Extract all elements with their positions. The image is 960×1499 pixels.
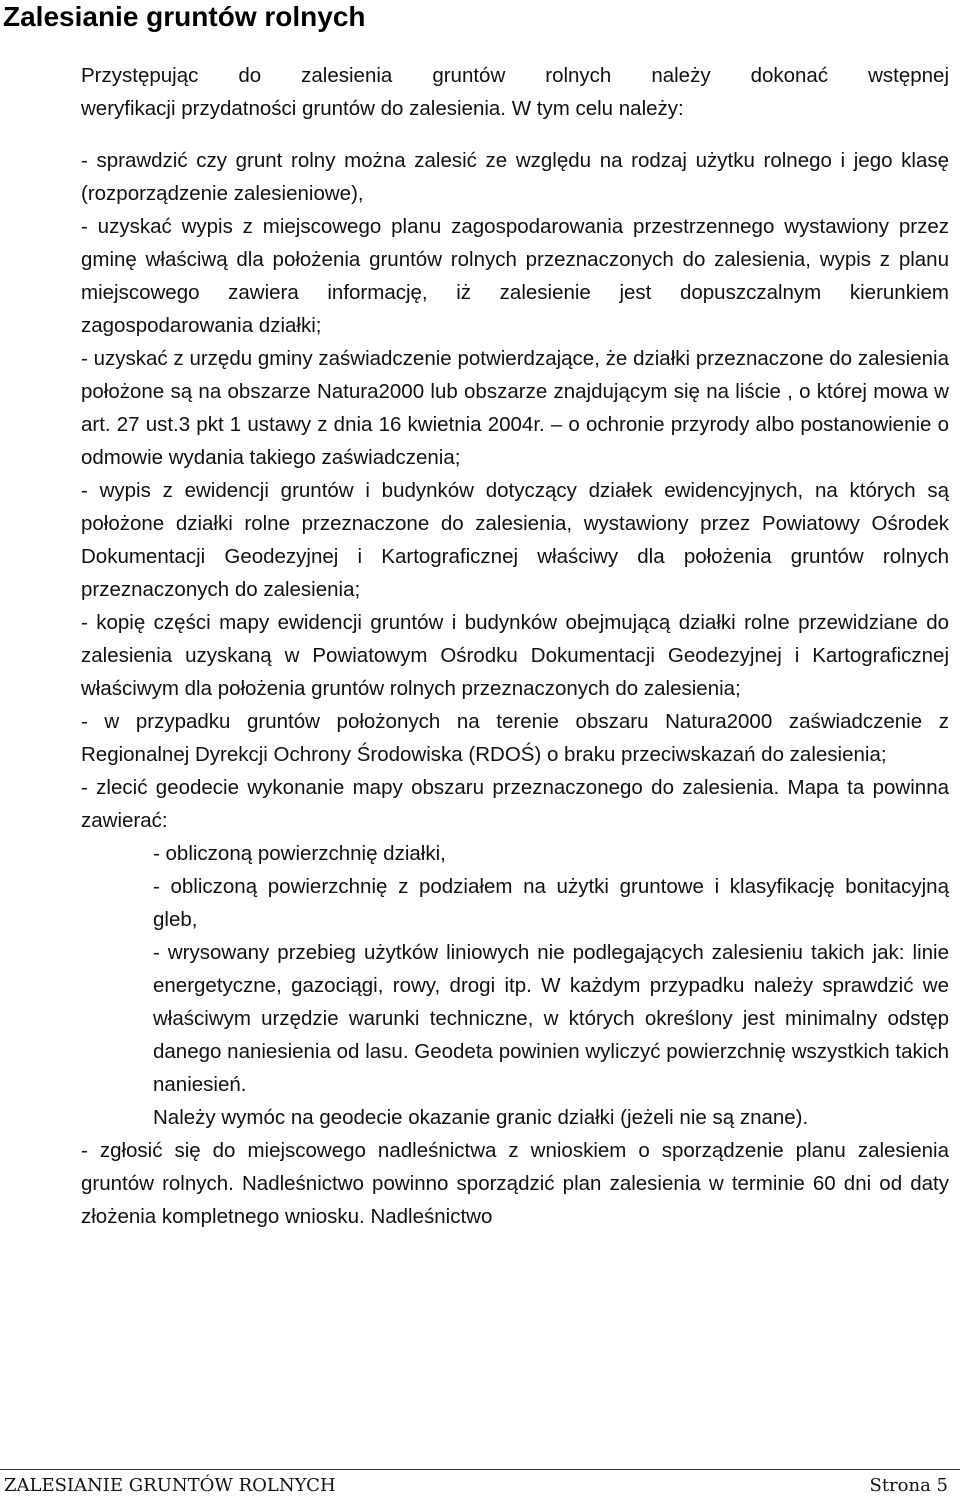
list-item-check-land: - sprawdzić czy grunt rolny można zalesić ze względu na rodzaj użytku rolnego i jego klasę (rozporządzenie zalesieniowe), (81, 149, 949, 205)
intro-line-1: Przystępując do zalesienia gruntów rolnych należy dokonać wstępnej (81, 64, 949, 87)
sub-item-area: - obliczoną powierzchnię działki, (153, 842, 446, 865)
sub-item-area-classification: - obliczoną powierzchnię z podziałem na użytki gruntowe i klasyfikację bonitacyjną gleb, (153, 875, 949, 931)
list-item-map-copy: - kopię części mapy ewidencji gruntów i budynków obejmującą działki rolne przewidziane do zalesienia uzyskaną w Powiatowym Ośrodku Dokumentacji Geodezyjnej i Kartograficznej właściwym dla położenia gruntów rolnych przeznaczonych do zalesienia; (81, 611, 949, 700)
sub-item-boundaries-note: Należy wymóc na geodecie okazanie granic działki (jeżeli nie są znane). (153, 1106, 809, 1129)
list-item-surveyor-map: - zlecić geodecie wykonanie mapy obszaru przeznaczonego do zalesienia. Mapa ta powinna zawierać: (81, 776, 949, 832)
footer-divider (0, 1469, 960, 1470)
list-item-forestry-office: - zgłosić się do miejscowego nadleśnictwa z wnioskiem o sporządzenie planu zalesienia gruntów rolnych. Nadleśnictwo powinno sporządzić plan zalesienia w terminie 60 dni od daty złożenia kompletnego wniosku. Nadleśnictwo (81, 1139, 949, 1228)
list-item-land-register-extract: - wypis z ewidencji gruntów i budynków dotyczący działek ewidencyjnych, na których są położone działki rolne przeznaczone do zalesienia, wystawiony przez Powiatowy Ośrodek Dokumentacji Geodezyjnej i Kartograficznej właściwy dla położenia gruntów rolnych przeznaczonych do zalesienia; (81, 479, 949, 601)
intro-line-2: weryfikacji przydatności gruntów do zalesienia. W tym celu należy: (81, 97, 684, 120)
list-item-zoning-extract: - uzyskać wypis z miejscowego planu zagospodarowania przestrzennego wystawiony przez gminę właściwą dla położenia gruntów rolnych przeznaczonych do zalesienia, wypis z planu miejscowego zawiera informację, iż zalesienie jest dopuszczalnym kierunkiem zagospodarowania działki; (81, 215, 949, 337)
footer-title: ZALESIANIE GRUNTÓW ROLNYCH (4, 1475, 336, 1496)
list-item-municipal-certificate: - uzyskać z urzędu gminy zaświadczenie potwierdzające, że działki przeznaczone do zalesienia położone są na obszarze Natura2000 lub obszarze znajdującym się na liście , o której mowa w art. 27 ust.3 pkt 1 ustawy z dnia 16 kwietnia 2004r. – o ochronie przyrody albo postanowienie o odmowie wydania takiego zaświadczenia; (81, 347, 949, 469)
document-body (81, 59, 949, 1233)
page-number: Strona 5 (869, 1475, 948, 1496)
page-title: Zalesianie gruntów rolnych (3, 1, 366, 32)
list-item-rdos-certificate: - w przypadku gruntów położonych na terenie obszaru Natura2000 zaświadczenie z Regionalnej Dyrekcji Ochrony Środowiska (RDOŚ) o braku przeciwskazań do zalesienia; (81, 710, 949, 766)
sub-item-linear-features: - wrysowany przebieg użytków liniowych nie podlegających zalesieniu takich jak: linie energetyczne, gazociągi, rowy, drogi itp. W każdym przypadku należy sprawdzić we właściwym urzędzie warunki techniczne, w których określony jest minimalny odstęp danego naniesienia od lasu. Geodeta powinien wyliczyć powierzchnię wszystkich takich naniesień. (153, 941, 949, 1096)
